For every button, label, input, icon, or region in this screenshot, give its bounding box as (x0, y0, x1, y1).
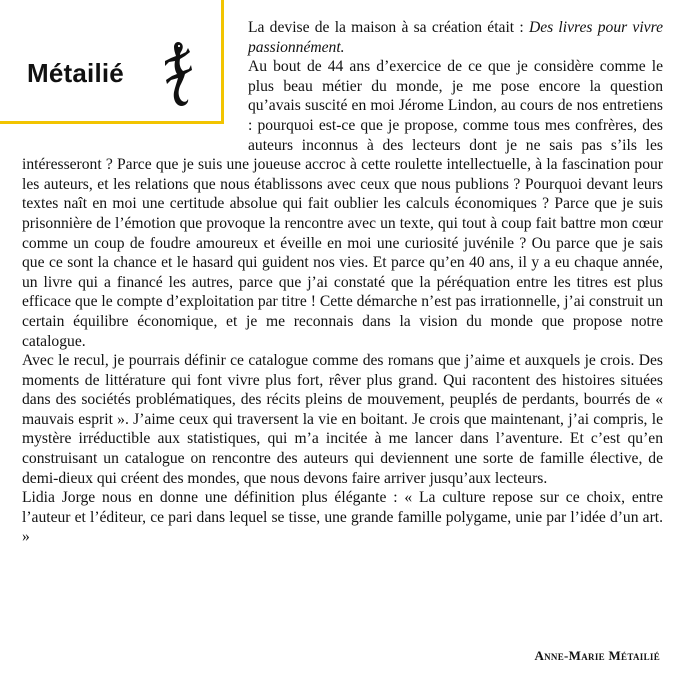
article-body (22, 18, 663, 547)
logo-spacer (22, 18, 248, 136)
paragraph-4: Lidia Jorge nous en donne une définition plus élégante : « La culture repose sur ce choix, entre l’auteur et l’éditeur, ce pari dans lequel se tisse, une grande famille polygame, unie par l’idée d’un art. » (22, 489, 663, 546)
paragraph-3: Avec le recul, je pourrais définir ce catalogue comme des romans que j’aime et auxquels je crois. Des moments de littérature qui font vivre plus fort, rêver plus grand. Qui racontent des histoires situées dans des sociétés problématiques, des récits pleins de mouvement, peuplés de perdants, bourrés de « mauvais esprit ». J’aime ceux qui traversent la vie en boitant. Je crois que maintenant, j’ai compris, le mystère irréductible aux statistiques, qui m’a incitée à me lancer dans l’aventure. Et c’est qu’en construisant un catalogue on rencontre des auteurs qui deviennent une sorte de famille élective, de demi-dieux qui créent des mondes, que nous devons faire arriver jusqu’aux lecteurs. (22, 352, 663, 487)
paragraph-2: Au bout de 44 ans d’exercice de ce que je considère comme le plus beau métier du monde, je me pose encore la question qu’avais suscité en moi Jérome Lindon, au cours de nos entretiens : pourquoi est-ce que je propose, comme tous mes confrères, des auteurs inconnus à des lecteurs dont je ne sais pas s’ils les intéresseront ? Parce que je suis une joueuse accroc à cette roulette intellectuelle, à la fascination pour les auteurs, et les relations que nous établissons avec ceux que nous publions ? Pourquoi devant leurs textes naît en moi une certitude absolue qui fait oublier les calculs économiques ? Parce que je suis prisonnière de l’émotion que provoque la rencontre avec un texte, qui tout à coup fait battre mon cœur comme un coup de foudre amoureux et éveille en moi une curiosité juvénile ? Ou parce que je sais que ce sont la chance et le hasard qui guident nos vies. Et parce qu’en 40 ans, il y a eu chaque année, un livre qui a financé les autres, parce que j’ai constaté que la péréquation entre les titres est plus efficace que le compte d’exploitation par titre ! Cette démarche n’est pas irrationnelle, j’ai construit un certain équilibre économique, et je me reconnais dans la vision du monde que propose notre catalogue. (22, 58, 663, 350)
motto-prefix: La devise de la maison à sa création était : (248, 19, 529, 36)
author-signature: Anne-Marie Métailié (534, 648, 660, 663)
motto-text: Des livres pour vivre passionnément. (248, 19, 663, 56)
brand-logo-text: Métailié (27, 58, 124, 88)
